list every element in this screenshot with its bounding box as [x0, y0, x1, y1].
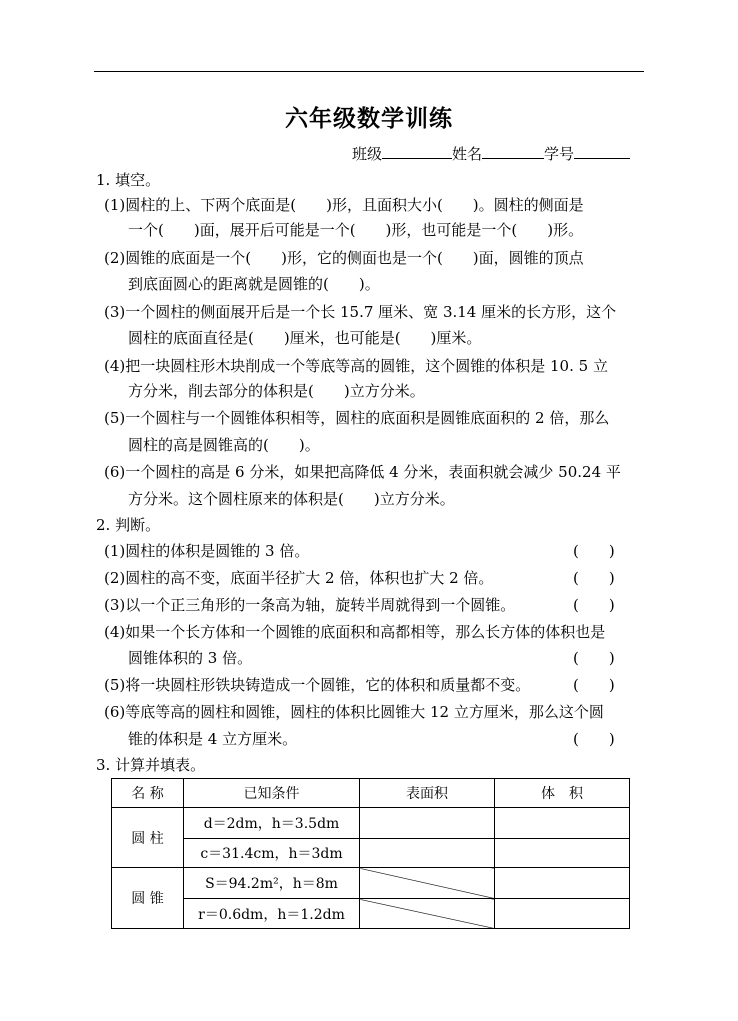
id-label: 学号 [544, 145, 575, 163]
class-blank[interactable] [382, 144, 452, 159]
fill-line: 圆柱的底面直径是( )厘米，也可能是( )厘米。 [128, 329, 482, 347]
cone-name: 圆 锥 [112, 868, 184, 929]
volume-cell[interactable] [495, 839, 630, 868]
answer-bracket[interactable]: ( ) [573, 676, 615, 694]
surface-area-cell[interactable] [360, 808, 495, 839]
header-conditions: 已知条件 [184, 779, 360, 808]
volume-cell[interactable] [495, 899, 630, 929]
table-row [112, 899, 630, 929]
header-volume: 体 积 [495, 779, 630, 808]
judge-line: 锥的体积是 4 立方厘米。 [128, 730, 298, 748]
condition-cell: S＝94.2m²，h＝8m [184, 868, 360, 899]
student-info [352, 143, 630, 164]
crossed-out-cell [360, 899, 495, 929]
surface-area-cell[interactable] [360, 839, 495, 868]
fill-line: 方分米。这个圆柱原来的体积是( )立方分米。 [128, 490, 455, 508]
answer-bracket[interactable]: ( ) [573, 730, 615, 748]
id-blank[interactable] [574, 144, 630, 159]
header-name: 名 称 [112, 779, 184, 808]
judge-line: (3)以一个正三角形的一条高为轴，旋转半周就得到一个圆锥。 [104, 596, 516, 614]
name-label: 姓名 [452, 145, 483, 163]
fill-line: 到底面圆心的距离就是圆锥的( )。 [128, 275, 380, 293]
condition-cell: d＝2dm，h＝3.5dm [184, 808, 360, 839]
answer-bracket[interactable]: ( ) [573, 542, 615, 560]
fill-line: (2)圆锥的底面是一个( )形，它的侧面也是一个( )面，圆锥的顶点 [104, 249, 584, 267]
fill-line: 圆柱的高是圆锥高的( )。 [128, 436, 320, 454]
volume-cell[interactable] [495, 868, 630, 899]
judge-line: (1)圆柱的体积是圆锥的 3 倍。 [104, 542, 310, 560]
volume-cell[interactable] [495, 808, 630, 839]
answer-bracket[interactable]: ( ) [573, 596, 615, 614]
judge-line: (4)如果一个长方体和一个圆锥的底面积和高都相等，那么长方体的体积也是 [104, 623, 606, 641]
class-label: 班级 [352, 145, 383, 163]
table-row [112, 808, 630, 839]
judge-line: (5)将一块圆柱形铁块铸造成一个圆锥，它的体积和质量都不变。 [104, 676, 531, 694]
fill-line: (4)把一块圆柱形木块削成一个等底等高的圆锥，这个圆锥的体积是 10. 5 立 [104, 357, 608, 375]
section3-heading: 3. 计算并填表。 [96, 756, 206, 774]
header-surface-area: 表面积 [360, 779, 495, 808]
fill-line: (1)圆柱的上、下两个底面是( )形，且面积大小( )。圆柱的侧面是 [104, 196, 584, 214]
condition-cell: c＝31.4cm，h＝3dm [184, 839, 360, 868]
top-rule [94, 71, 644, 72]
condition-cell: r＝0.6dm，h＝1.2dm [184, 899, 360, 929]
judge-line: (2)圆柱的高不变，底面半径扩大 2 倍，体积也扩大 2 倍。 [104, 569, 494, 587]
cylinder-name: 圆 柱 [112, 808, 184, 868]
fill-line: 方分米，削去部分的体积是( )立方分米。 [128, 382, 425, 400]
section1-heading: 1. 填空。 [96, 171, 161, 189]
fill-line: (3)一个圆柱的侧面展开后是一个长 15.7 厘米、宽 3.14 厘米的长方形，这个 [104, 303, 617, 321]
judge-line: 圆锥体积的 3 倍。 [128, 649, 253, 667]
name-blank[interactable] [482, 144, 544, 159]
crossed-out-cell [360, 868, 495, 899]
page-title: 六年级数学训练 [285, 106, 453, 132]
fill-line: 一个( )面，展开后可能是一个( )形，也可能是一个( )形。 [128, 221, 584, 239]
fill-line: (6)一个圆柱的高是 6 分米，如果把高降低 4 分米，表面积就会减少 50.24 平 [104, 463, 621, 481]
fill-line: (5)一个圆柱与一个圆锥体积相等，圆柱的底面积是圆锥底面积的 2 倍，那么 [104, 409, 610, 427]
calc-table [111, 778, 630, 929]
table-header-row [112, 779, 630, 808]
judge-line: (6)等底等高的圆柱和圆锥，圆柱的体积比圆锥大 12 立方厘米，那么这个圆 [104, 703, 604, 721]
table-row [112, 839, 630, 868]
section2-heading: 2. 判断。 [96, 516, 161, 534]
table-row [112, 868, 630, 899]
answer-bracket[interactable]: ( ) [573, 649, 615, 667]
answer-bracket[interactable]: ( ) [573, 569, 615, 587]
